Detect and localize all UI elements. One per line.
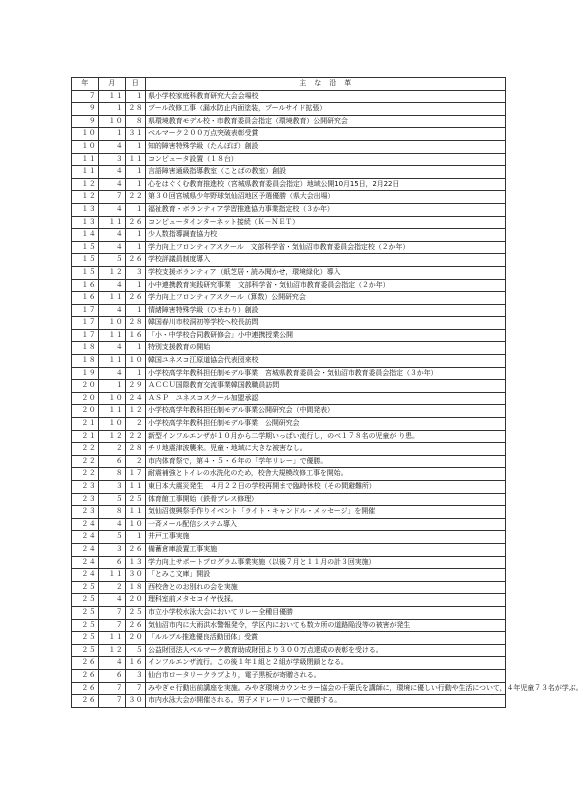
day-cell: １８ — [126, 581, 146, 594]
event-cell: 言語障害通級指導教室（ことばの教室）創設 — [146, 166, 506, 179]
event-cell: 東日本大震災発生 ４月２２日の学校再開まで臨時休校（その間避難所） — [146, 481, 506, 494]
event-cell: 心をはぐくむ教育推進校（宮城県教育委員会指定）地域公開10月15日，2月22日 — [146, 178, 506, 191]
event-cell: 気仙沼市内に大雨洪水警報発令，学区内においても数カ所の道路陥没等の被害が発生 — [146, 619, 506, 632]
month-cell: １１ — [99, 292, 126, 305]
table-row — [72, 229, 506, 242]
event-cell: 公益財団法人ベルマーク教育助成財団より３００万点達成の表彰を受ける。 — [146, 644, 506, 657]
month-cell: １０ — [99, 115, 126, 128]
header-month: 月 — [99, 78, 126, 91]
year-cell: ２５ — [72, 644, 99, 657]
day-cell: ２９ — [126, 380, 146, 393]
day-cell: １ — [126, 178, 146, 191]
month-cell: ４ — [99, 166, 126, 179]
table-row — [72, 619, 506, 632]
event-cell: 学力向上サポートプログラム事業実施（以後７月と１１月の計３回実施） — [146, 556, 506, 569]
month-cell: ４ — [99, 140, 126, 153]
month-cell: ４ — [99, 304, 126, 317]
table-row — [72, 581, 506, 594]
event-cell: 小学校高学年教科担任制モデル事業 公開研究会 — [146, 418, 506, 431]
event-cell: みやぎｅ行動出前講座を実施。みやぎ環境カウンセラー協会の千葉氏を講師に，環境に優しい行動や生活について，４年児童７３名が学ぶ。 — [146, 682, 506, 695]
year-cell: ２４ — [72, 556, 99, 569]
month-cell: ４ — [99, 518, 126, 531]
event-cell: インフルエンザ流行。この後１年１組と２組が学級閉鎖となる。 — [146, 657, 506, 670]
event-cell: 県小学校家庭科教育研究大会会場校 — [146, 90, 506, 103]
table-row — [72, 543, 506, 556]
year-cell: １２ — [72, 191, 99, 204]
year-cell: １１ — [72, 153, 99, 166]
event-cell: 韓国ユネスコ江原道協会代表団来校 — [146, 355, 506, 368]
day-cell: ３０ — [126, 569, 146, 582]
day-cell: ８ — [126, 115, 146, 128]
month-cell: ３ — [99, 481, 126, 494]
table-row — [72, 455, 506, 468]
year-cell: １７ — [72, 329, 99, 342]
event-cell: 備蓄倉庫設置工事実施 — [146, 543, 506, 556]
event-cell: 気仙沼復興祭手作りイベント「ライト・キャンドル・メッセージ」を開催 — [146, 506, 506, 519]
year-cell: ２４ — [72, 531, 99, 544]
table-row — [72, 657, 506, 670]
day-cell: １ — [126, 531, 146, 544]
year-cell: １５ — [72, 254, 99, 267]
table-row — [72, 556, 506, 569]
year-cell: ２６ — [72, 695, 99, 708]
month-cell: １１ — [99, 569, 126, 582]
table-row — [72, 569, 506, 582]
table-row — [72, 669, 506, 682]
table-row — [72, 443, 506, 456]
day-cell: ２０ — [126, 594, 146, 607]
event-cell: 小中連携教育実践研究事業 文部科学省・気仙沼市教育委員会指定（２か年） — [146, 279, 506, 292]
month-cell: １２ — [99, 266, 126, 279]
year-cell: １６ — [72, 292, 99, 305]
table-row — [72, 103, 506, 116]
month-cell: １ — [99, 128, 126, 141]
table-row — [72, 392, 506, 405]
year-cell: ２３ — [72, 481, 99, 494]
month-cell: １１ — [99, 632, 126, 645]
day-cell: １０ — [126, 355, 146, 368]
event-cell: 少人数指導調査協力校 — [146, 229, 506, 242]
day-cell: １７ — [126, 468, 146, 481]
month-cell: １１ — [99, 405, 126, 418]
table-row — [72, 481, 506, 494]
day-cell: ３０ — [126, 695, 146, 708]
day-cell: ７ — [126, 682, 146, 695]
month-cell: ８ — [99, 506, 126, 519]
table-row — [72, 304, 506, 317]
month-cell: １０ — [99, 317, 126, 330]
table-row — [72, 606, 506, 619]
event-cell: 知的障害特殊学級（たんぽぽ）創設 — [146, 140, 506, 153]
event-cell: ベルマーク２００万点突破表彰受賞 — [146, 128, 506, 141]
event-cell: 理科室前メタセコイヤ伐採。 — [146, 594, 506, 607]
year-cell: ２３ — [72, 493, 99, 506]
event-cell: 学力向上フロンティアスクール（算数）公開研究会 — [146, 292, 506, 305]
table-row — [72, 682, 506, 695]
year-cell: ２５ — [72, 632, 99, 645]
event-cell: 情緒障害特殊学級（ひまわり）創設 — [146, 304, 506, 317]
day-cell: ２５ — [126, 606, 146, 619]
month-cell: ４ — [99, 342, 126, 355]
table-row — [72, 518, 506, 531]
table-row — [72, 216, 506, 229]
month-cell: ３ — [99, 153, 126, 166]
year-cell: １０ — [72, 140, 99, 153]
event-cell: 仙台市ロータリークラブより，電子黒板が寄贈される。 — [146, 669, 506, 682]
month-cell: ５ — [99, 531, 126, 544]
day-cell: １１ — [126, 153, 146, 166]
year-cell: ２２ — [72, 455, 99, 468]
year-cell: １３ — [72, 216, 99, 229]
day-cell: ３ — [126, 669, 146, 682]
table-row — [72, 140, 506, 153]
month-cell: ６ — [99, 556, 126, 569]
day-cell: １６ — [126, 657, 146, 670]
table-row — [72, 632, 506, 645]
year-cell: ２０ — [72, 405, 99, 418]
event-cell: 市内水泳大会が開催される。男子メドレーリレーで優勝する。 — [146, 695, 506, 708]
year-cell: ２２ — [72, 443, 99, 456]
table-row — [72, 644, 506, 657]
year-cell: １８ — [72, 342, 99, 355]
day-cell: ３１ — [126, 128, 146, 141]
table-row — [72, 153, 506, 166]
year-cell: １７ — [72, 304, 99, 317]
month-cell: ６ — [99, 455, 126, 468]
month-cell: １１ — [99, 329, 126, 342]
day-cell: ２５ — [126, 493, 146, 506]
year-cell: １３ — [72, 203, 99, 216]
year-cell: ２４ — [72, 518, 99, 531]
event-cell: 新型インフルエンザが１０月から二学期いっぱい流行し，のべ１７８名の児童が り患。 — [146, 430, 506, 443]
table-row — [72, 405, 506, 418]
year-cell: ２０ — [72, 380, 99, 393]
day-cell: ２４ — [126, 392, 146, 405]
event-cell: コンピュータインターネット接続（Ｋ－ＮＥＴ） — [146, 216, 506, 229]
year-cell: ２２ — [72, 468, 99, 481]
event-cell: 小学校高学年教科担任制モデル事業 宮城県教育委員会・気仙沼市教育委員会指定（３か年） — [146, 367, 506, 380]
day-cell: １３ — [126, 556, 146, 569]
day-cell: １ — [126, 304, 146, 317]
table-row — [72, 317, 506, 330]
month-cell: ４ — [99, 367, 126, 380]
month-cell: ８ — [99, 468, 126, 481]
day-cell: １ — [126, 166, 146, 179]
year-cell: ２１ — [72, 430, 99, 443]
month-cell: ４ — [99, 203, 126, 216]
day-cell: １ — [126, 279, 146, 292]
year-cell: ２４ — [72, 543, 99, 556]
day-cell: １ — [126, 342, 146, 355]
day-cell: ２ — [126, 418, 146, 431]
table-row — [72, 191, 506, 204]
year-cell: １４ — [72, 229, 99, 242]
event-cell: 第３０回宮城県少年野球気仙沼地区予選優勝（県大会出場） — [146, 191, 506, 204]
month-cell: １０ — [99, 392, 126, 405]
month-cell: １ — [99, 103, 126, 116]
day-cell: ２８ — [126, 443, 146, 456]
event-cell: 福祉教育・ボランティア学習推進協力事業指定校（３か年） — [146, 203, 506, 216]
month-cell: １１ — [99, 355, 126, 368]
month-cell: １１ — [99, 216, 126, 229]
day-cell: ２８ — [126, 103, 146, 116]
day-cell: ５ — [126, 644, 146, 657]
year-cell: ２６ — [72, 682, 99, 695]
day-cell: １ — [126, 367, 146, 380]
event-cell: ＡＳＰ ユネスコスクール加盟承認 — [146, 392, 506, 405]
header-year: 年 — [72, 78, 99, 91]
event-cell: 体育館工事開始（鉄骨ブレス修理） — [146, 493, 506, 506]
month-cell: １１ — [99, 90, 126, 103]
table-row — [72, 355, 506, 368]
event-cell: 「ルルブル推進優良活動団体」受賞 — [146, 632, 506, 645]
month-cell: ７ — [99, 606, 126, 619]
month-cell: ５ — [99, 493, 126, 506]
day-cell: ２６ — [126, 292, 146, 305]
event-cell: 一斉メール配信システム導入 — [146, 518, 506, 531]
month-cell: １０ — [99, 418, 126, 431]
year-cell: ２０ — [72, 392, 99, 405]
day-cell: １１ — [126, 506, 146, 519]
month-cell: ４ — [99, 594, 126, 607]
table-row — [72, 380, 506, 393]
year-cell: １６ — [72, 279, 99, 292]
day-cell: ２６ — [126, 254, 146, 267]
year-cell: １５ — [72, 266, 99, 279]
day-cell: １ — [126, 241, 146, 254]
year-cell: ２５ — [72, 581, 99, 594]
month-cell: ７ — [99, 191, 126, 204]
year-cell: ２４ — [72, 569, 99, 582]
table-row — [72, 279, 506, 292]
table-row — [72, 342, 506, 355]
table-row — [72, 493, 506, 506]
month-cell: １２ — [99, 430, 126, 443]
day-cell: ２２ — [126, 191, 146, 204]
day-cell: ２０ — [126, 632, 146, 645]
event-cell: 学校支援ボランティア（紙芝居・読み聞かせ，環境緑化）導入 — [146, 266, 506, 279]
table-row — [72, 115, 506, 128]
header-day: 日 — [126, 78, 146, 91]
month-cell: ６ — [99, 669, 126, 682]
table-row — [72, 178, 506, 191]
year-cell: １０ — [72, 128, 99, 141]
header-main: 主 な 沿 革 — [146, 78, 506, 91]
event-cell: 小学校高学年教科担任制モデル事業公開研究会（中間発表） — [146, 405, 506, 418]
day-cell: ２６ — [126, 619, 146, 632]
year-cell: ２５ — [72, 619, 99, 632]
table-row — [72, 329, 506, 342]
table-row — [72, 266, 506, 279]
table-row — [72, 128, 506, 141]
table-row — [72, 506, 506, 519]
year-cell: ２６ — [72, 657, 99, 670]
table-row — [72, 594, 506, 607]
event-cell: 井戸工事実施 — [146, 531, 506, 544]
month-cell: ４ — [99, 241, 126, 254]
event-cell: チリ地震津波襲来。児童・地域に大きな被害なし。 — [146, 443, 506, 456]
year-cell: ２３ — [72, 506, 99, 519]
day-cell: １ — [126, 90, 146, 103]
table-row — [72, 90, 506, 103]
history-rows — [72, 90, 583, 707]
event-cell: 耐震補強とトイレの水洗化のため，校舎大規模改修工事を開始。 — [146, 468, 506, 481]
header-row — [72, 78, 506, 91]
day-cell: １６ — [126, 329, 146, 342]
month-cell: ４ — [99, 279, 126, 292]
month-cell: ７ — [99, 695, 126, 708]
year-cell: ２５ — [72, 606, 99, 619]
year-cell: １２ — [72, 178, 99, 191]
day-cell: ２２ — [126, 430, 146, 443]
event-cell: 韓国春川市校洞初等学校へ校長訪問 — [146, 317, 506, 330]
table-row — [72, 367, 506, 380]
day-cell: １１ — [126, 481, 146, 494]
event-cell: 市内体育祭で，第４・５・６年の「学年リレー」で優勝。 — [146, 455, 506, 468]
month-cell: ７ — [99, 619, 126, 632]
month-cell: ４ — [99, 229, 126, 242]
table-row — [72, 292, 506, 305]
month-cell: ２ — [99, 443, 126, 456]
year-cell: １８ — [72, 355, 99, 368]
table-row — [72, 203, 506, 216]
table-row — [72, 468, 506, 481]
day-cell: １０ — [126, 518, 146, 531]
month-cell: ５ — [99, 254, 126, 267]
table-row — [72, 695, 506, 708]
month-cell: ４ — [99, 657, 126, 670]
day-cell: １ — [126, 140, 146, 153]
table-row — [72, 418, 506, 431]
day-cell: １２ — [126, 405, 146, 418]
day-cell: ２ — [126, 455, 146, 468]
event-cell: 市立小学校水泳大会においてリレー全種目優勝 — [146, 606, 506, 619]
year-cell: ２５ — [72, 594, 99, 607]
event-cell: 県環境教育モデル校・市教育委員会指定（環境教育）公開研究会 — [146, 115, 506, 128]
year-cell: ７ — [72, 90, 99, 103]
table-row — [72, 241, 506, 254]
year-cell: ２１ — [72, 418, 99, 431]
day-cell: １ — [126, 203, 146, 216]
table-row — [72, 430, 506, 443]
table-row — [72, 166, 506, 179]
event-cell: 西校舎とのお別れの会を実施 — [146, 581, 506, 594]
month-cell: ４ — [99, 178, 126, 191]
day-cell: ２６ — [126, 216, 146, 229]
event-cell: 特別支援教育の開始 — [146, 342, 506, 355]
day-cell: １ — [126, 229, 146, 242]
month-cell: ２ — [99, 581, 126, 594]
event-cell: コンピュータ設置（１８台） — [146, 153, 506, 166]
event-cell: 「とみこ文庫」開設 — [146, 569, 506, 582]
event-cell: ＡＣＣＵ国際教育交流事業韓国教職員訪問 — [146, 380, 506, 393]
year-cell: ９ — [72, 103, 99, 116]
month-cell: ３ — [99, 543, 126, 556]
event-cell: 学校評議員制度導入 — [146, 254, 506, 267]
day-cell: ２６ — [126, 543, 146, 556]
year-cell: ９ — [72, 115, 99, 128]
year-cell: １７ — [72, 317, 99, 330]
day-cell: ２８ — [126, 317, 146, 330]
table-row — [72, 254, 506, 267]
month-cell: １２ — [99, 644, 126, 657]
event-cell: 「小・中学校合同教研修会」小中連携授業公開 — [146, 329, 506, 342]
event-cell: 学力向上フロンティアスクール 文部科学省・気仙沼市教育委員会指定校（２か年） — [146, 241, 506, 254]
year-cell: １９ — [72, 367, 99, 380]
history-table — [71, 77, 583, 708]
day-cell: ３ — [126, 266, 146, 279]
event-cell: プール改修工事（漏水防止内面塗装，プールサイド拡張） — [146, 103, 506, 116]
table-row — [72, 531, 506, 544]
month-cell: １ — [99, 380, 126, 393]
year-cell: １５ — [72, 241, 99, 254]
year-cell: １１ — [72, 166, 99, 179]
month-cell: ７ — [99, 682, 126, 695]
year-cell: ２６ — [72, 669, 99, 682]
